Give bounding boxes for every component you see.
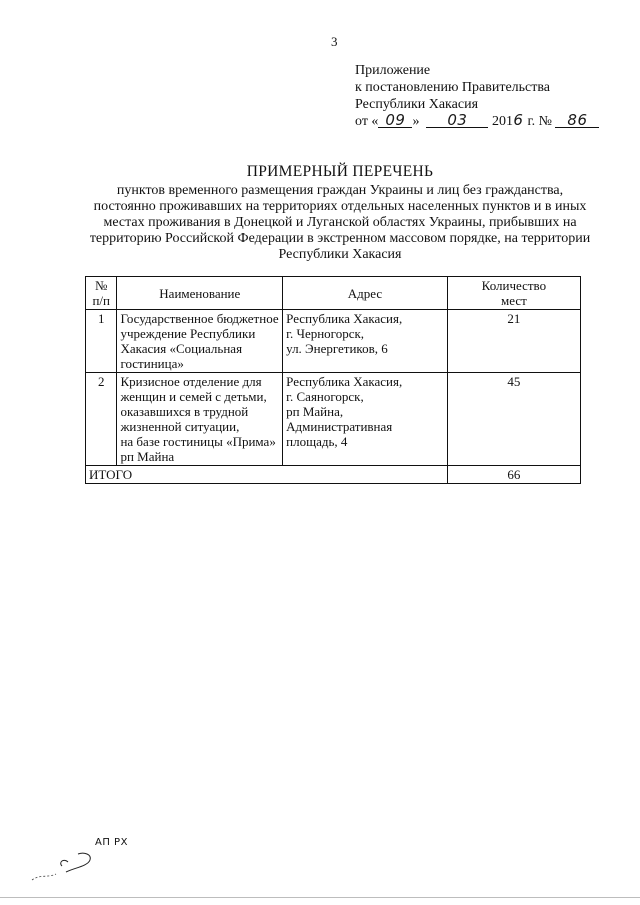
- heading-line: постоянно проживавших на территориях отдельных населенных пунктов и в иных: [93, 199, 587, 214]
- year-prefix: 201: [491, 114, 513, 129]
- handwritten-month: 03: [426, 113, 488, 128]
- annex-title: Приложение: [355, 63, 431, 78]
- document-title: ПРИМЕРНЫЙ ПЕРЕЧЕНЬ: [246, 163, 434, 180]
- name-line: рп Майна: [120, 449, 175, 464]
- header-number-line2: п/п: [92, 293, 110, 308]
- date-prefix: от «: [355, 114, 379, 129]
- page-number: 3: [331, 34, 338, 49]
- header-address: Адрес: [283, 277, 448, 310]
- accommodation-table: [85, 276, 581, 484]
- name-line: женщин и семей с детьми,: [120, 389, 267, 404]
- signature-scribble-icon: [18, 848, 118, 888]
- annex-resolution: к постановлению Правительства: [355, 80, 551, 95]
- header-number-line1: №: [95, 278, 108, 293]
- date-quote-close: »: [412, 114, 420, 129]
- handwritten-year-digit: 6: [513, 111, 524, 129]
- office-stamp: АП РХ: [95, 837, 128, 848]
- row-quantity: 21: [447, 310, 580, 373]
- table-row: [86, 310, 581, 373]
- address-line: Республика Хакасия,: [286, 311, 403, 326]
- row-number: 2: [86, 373, 117, 466]
- page-bottom-rule: [0, 897, 640, 898]
- header-number: [86, 277, 117, 310]
- handwritten-number: 86: [555, 113, 599, 128]
- table-total-row: [86, 466, 581, 484]
- name-line: учреждение Республики: [120, 326, 256, 341]
- row-address: [283, 373, 448, 466]
- annex-republic: Республики Хакасия: [355, 97, 479, 112]
- total-label: ИТОГО: [86, 466, 448, 484]
- name-line: Кризисное отделение для: [120, 374, 262, 389]
- address-line: рп Майна,: [286, 404, 344, 419]
- name-line: гостиница»: [120, 356, 184, 371]
- row-address: [283, 310, 448, 373]
- year-suffix: г. №: [523, 114, 552, 129]
- row-name: [117, 373, 283, 466]
- annex-date-line: [355, 113, 599, 130]
- name-line: на базе гостиницы «Прима»: [120, 434, 276, 449]
- total-value: 66: [447, 466, 580, 484]
- address-line: г. Саяногорск,: [286, 389, 364, 404]
- header-name: Наименование: [117, 277, 283, 310]
- heading-line: Республики Хакасия: [278, 247, 402, 262]
- address-line: г. Черногорск,: [286, 326, 365, 341]
- table-row: [86, 373, 581, 466]
- address-line: Административная: [286, 419, 393, 434]
- address-line: ул. Энергетиков, 6: [286, 341, 388, 356]
- header-quantity: [447, 277, 580, 310]
- name-line: оказавшихся в трудной: [120, 404, 249, 419]
- handwritten-day: 09: [378, 113, 412, 128]
- address-line: площадь, 4: [286, 434, 348, 449]
- heading-line: пунктов временного размещения граждан Украины и лиц без гражданства,: [116, 183, 564, 198]
- header-quantity-line2: мест: [501, 293, 527, 308]
- row-number: 1: [86, 310, 117, 373]
- heading-line: местах проживания в Донецкой и Луганской областях Украины, прибывших на: [103, 215, 577, 230]
- row-name: [117, 310, 283, 373]
- annex-block: [355, 62, 599, 130]
- document-heading: [80, 164, 600, 263]
- header-quantity-line1: Количество: [481, 278, 547, 293]
- name-line: Государственное бюджетное: [120, 311, 279, 326]
- name-line: жизненной ситуации,: [120, 419, 240, 434]
- table-header-row: [86, 277, 581, 310]
- row-quantity: 45: [447, 373, 580, 466]
- name-line: Хакасия «Социальная: [120, 341, 243, 356]
- heading-line: территорию Российской Федерации в экстренном массовом порядке, на территории: [89, 231, 591, 246]
- address-line: Республика Хакасия,: [286, 374, 403, 389]
